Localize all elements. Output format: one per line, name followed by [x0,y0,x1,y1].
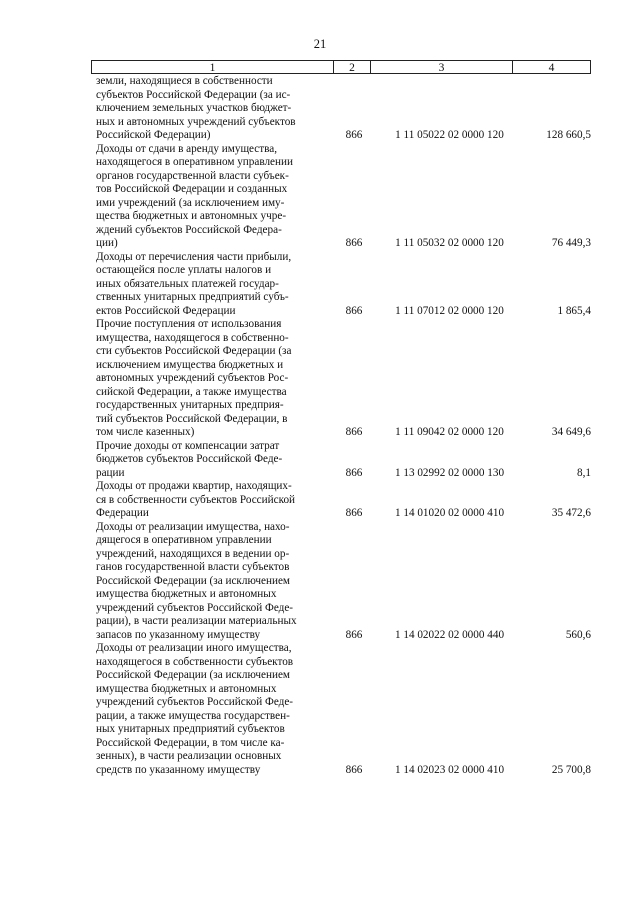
description-line: сийской Федерации, а также имущества [96,385,287,398]
description-line: Доходы от перечисления части прибыли, [96,250,292,263]
admin-code: 866 [345,628,363,641]
description-line: имущества бюджетных и автономных [96,682,277,695]
description-line: ных и автономных учреждений субъектов [96,115,296,128]
revenue-description [96,318,332,440]
table-row [0,521,640,643]
table-row [0,440,640,481]
description-line: ных унитарных предприятий субъектов [96,723,285,735]
description-line: Доходы от реализации иного имущества, [96,642,292,654]
admin-code: 866 [345,466,363,479]
budget-classification-code: 1 14 02022 02 0000 440 [394,628,505,641]
table-row [0,143,640,251]
revenue-description [96,521,332,643]
budget-classification-code: 1 11 05022 02 0000 120 [395,129,504,141]
description-line: органов государственной власти субъек- [96,169,289,182]
description-line: Российской Федерации) [96,129,211,141]
description-line: Прочие поступления от использования [96,318,282,330]
description-line: имущества бюджетных и автономных [96,588,277,600]
description-line: дящегося в оперативном управлении [96,534,272,546]
description-line: находящегося в оперативном управлении [96,156,293,168]
description-line: рации, а также имущества государствен- [96,709,290,722]
revenue-description [96,480,332,521]
description-line: Доходы от реализации имущества, нахо- [96,520,290,533]
admin-code: 866 [345,237,363,249]
table-row [0,75,640,143]
table-row [0,318,640,440]
description-line: земли, находящиеся в собственности [96,75,273,87]
description-line: исключением имущества бюджетных и [96,358,284,371]
page-number: 21 [313,37,327,51]
description-line: тов Российской Федерации и созданных [96,183,288,195]
column-header-1: 1 [92,61,334,73]
description-line: бюджетов субъектов Российской Феде- [96,453,283,465]
description-line: зенных), в части реализации основных [96,750,282,762]
admin-code: 866 [345,304,363,317]
budget-classification-code: 1 14 01020 02 0000 410 [394,507,505,519]
revenue-table [0,75,640,777]
budget-classification-code: 1 11 05032 02 0000 120 [395,237,504,249]
revenue-description [96,75,332,143]
description-line: ждений субъектов Российской Федера- [96,223,282,236]
description-line: учреждений субъектов Российской Феде- [96,696,294,708]
admin-code: 866 [345,426,363,438]
table-row [0,642,640,777]
revenue-description [96,642,332,777]
amount: 1 865,4 [557,304,591,317]
description-line: ции) [96,237,118,249]
column-header-row [91,60,591,74]
description-line: ся в собственности субъектов Российской [96,493,296,506]
description-line: учреждений, находящихся в ведении ор- [96,547,290,560]
description-line: государственных унитарных предприя- [96,399,284,411]
amount: 128 660,5 [546,129,591,141]
description-line: ектов Российской Федерации [96,304,236,317]
budget-classification-code: 1 13 02992 02 0000 130 [394,466,505,479]
amount: 76 449,3 [551,237,591,249]
description-line: щества бюджетных и автономных учре- [96,210,287,222]
column-header-2: 2 [334,61,371,73]
description-line: ими учреждений (за исключением иму- [96,196,285,209]
description-line: Российской Федерации, в том числе ка- [96,736,285,749]
admin-code: 866 [345,129,363,141]
description-line: рации), в части реализации материальных [96,615,297,627]
table-row [0,251,640,319]
description-line: ганов государственной власти субъектов [96,561,290,573]
description-line: Доходы от сдачи в аренду имущества, [96,142,278,155]
description-line: рации [96,466,125,479]
description-line: остающейся после уплаты налогов и [96,264,272,276]
description-line: запасов по указанному имуществу [96,628,261,641]
amount: 34 649,6 [551,426,591,438]
amount: 8,1 [577,466,591,479]
revenue-description [96,251,332,319]
description-line: Российской Федерации (за исключением [96,669,290,681]
description-line: Федерации [96,507,149,519]
description-line: автономных учреждений субъектов Рос- [96,372,289,384]
table-row [0,480,640,521]
description-line: ственных унитарных предприятий субъ- [96,291,289,303]
description-line: тий субъектов Российской Федерации, в [96,412,288,425]
amount: 25 700,8 [551,763,591,776]
description-line: ключением земельных участков бюджет- [96,102,292,114]
budget-classification-code: 1 11 09042 02 0000 120 [395,426,504,438]
column-header-4: 4 [548,62,555,74]
column-header-3: 3 [371,61,513,73]
description-line: сти субъектов Российской Федерации (за [96,345,292,357]
budget-classification-code: 1 14 02023 02 0000 410 [394,763,505,776]
description-line: учреждений субъектов Российской Феде- [96,601,294,614]
amount: 35 472,6 [551,507,591,519]
budget-classification-code: 1 11 07012 02 0000 120 [395,304,504,317]
description-line: Доходы от продажи квартир, находящих- [96,480,292,492]
description-line: Российской Федерации (за исключением [96,574,290,587]
admin-code: 866 [345,763,363,776]
description-line: имущества, находящегося в собственно- [96,331,289,344]
revenue-description [96,440,332,481]
description-line: средств по указанному имуществу [96,763,261,776]
description-line: иных обязательных платежей государ- [96,277,279,290]
amount: 560,6 [565,628,591,641]
revenue-description [96,143,332,251]
description-line: находящегося в собственности субъектов [96,655,294,668]
description-line: субъектов Российской Федерации (за ис- [96,88,291,101]
description-line: том числе казенных) [96,426,195,438]
description-line: Прочие доходы от компенсации затрат [96,439,280,452]
admin-code: 866 [345,507,363,519]
